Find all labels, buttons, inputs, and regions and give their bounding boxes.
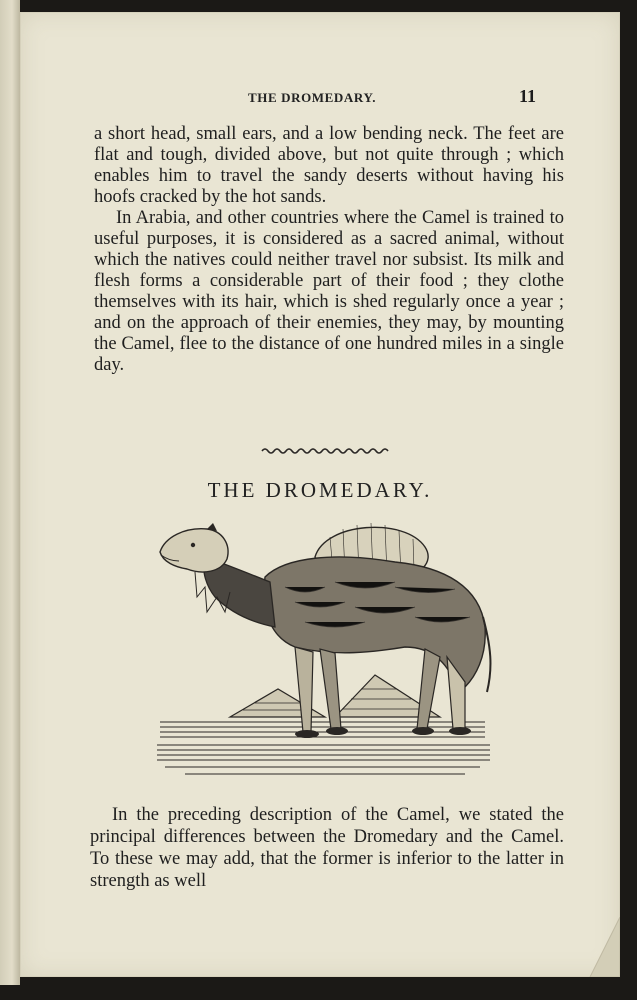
closing-text [90,804,564,892]
dromedary-engraving [135,517,505,792]
page-number: 11 [519,86,537,106]
page-corner-wear [580,917,620,977]
paragraph: In Arabia, and other countries where the Camel is trained to useful purposes, it is considered as a sacred animal, without which the natives could neither travel nor subsist. Its milk and flesh forms a considerable part of their food ; they clothe themselves with its hair, which is shed regularly once a year ; and on the approach of their enemies, they may, by mounting the Camel, flee to the distance of one hundred miles in a single day. [94,208,564,375]
ornamental-divider [260,446,390,456]
facing-page-edge [0,0,20,985]
paragraph: In the preceding description of the Camel, we stated the principal differences between the Dromedary and the Camel. To these we may add, that the former is inferior to the latter in strength as well [90,805,564,891]
book-page [20,12,620,977]
running-title: THE DROMEDARY. [248,90,377,105]
page-header [20,78,620,108]
body-text [94,124,564,376]
section-title: THE DROMEDARY. [207,478,433,502]
paragraph: a short head, small ears, and a low bending neck. The feet are flat and tough, divided above, but not quite through ; which enables him to travel the sandy deserts without having his hoofs cracked by the hot sands. [94,124,564,207]
